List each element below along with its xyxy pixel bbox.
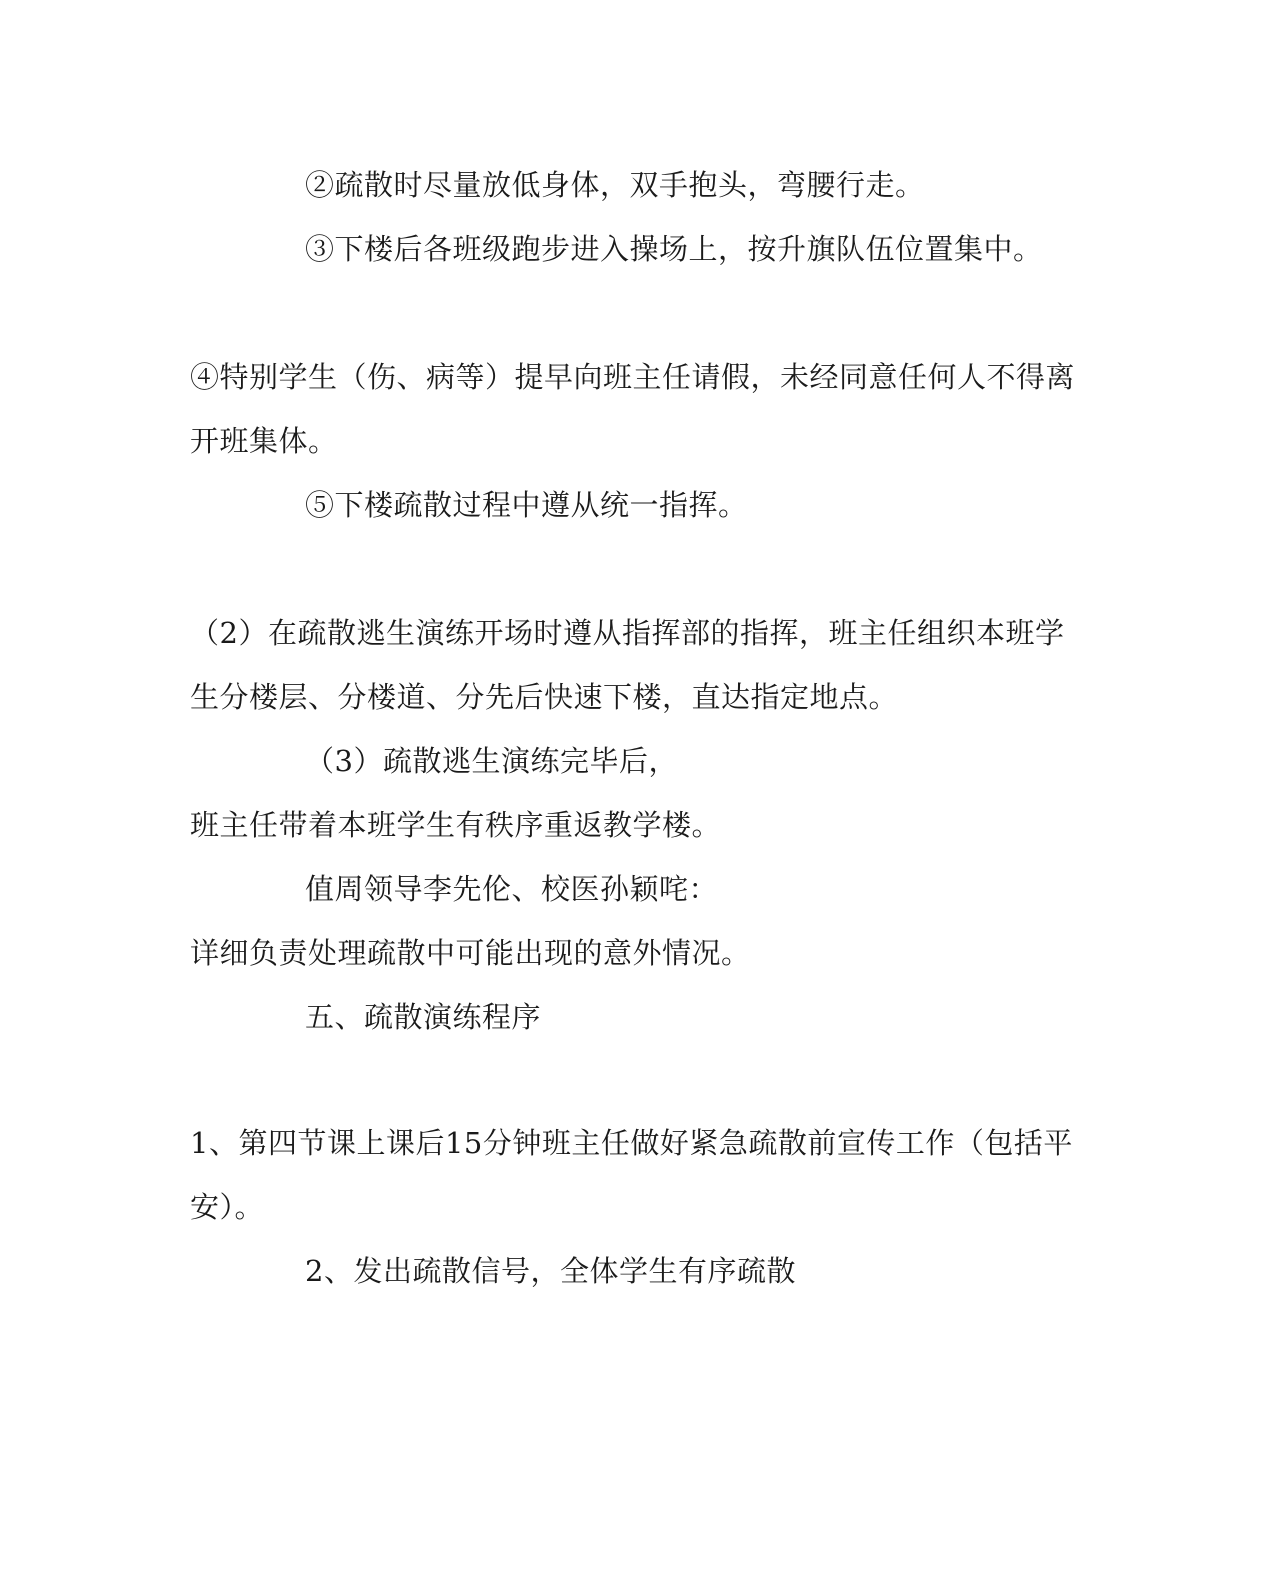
text-line: 1、第四节课上课后15分钟班主任做好紧急疏散前宣传工作（包括平 — [190, 1126, 1073, 1160]
text-line: 2、发出疏散信号，全体学生有序疏散 — [305, 1254, 796, 1288]
text-line: 安）。 — [190, 1190, 265, 1224]
text-line: （2）在疏散逃生演练开场时遵从指挥部的指挥，班主任组织本班学 — [190, 616, 1065, 650]
text-line: 值周领导李先伦、校医孙颖咤： — [305, 872, 719, 906]
text-line: ⑤下楼疏散过程中遵从统一指挥。 — [305, 488, 748, 522]
text-line: 开班集体。 — [190, 424, 338, 458]
text-line: ③下楼后各班级跑步进入操场上，按升旗队伍位置集中。 — [305, 232, 1043, 266]
text-line: （3）疏散逃生演练完毕后， — [305, 744, 678, 778]
text-line: 详细负责处理疏散中可能出现的意外情况。 — [190, 936, 751, 970]
text-line: 生分楼层、分楼道、分先后快速下楼，直达指定地点。 — [190, 680, 899, 714]
text-line: 班主任带着本班学生有秩序重返教学楼。 — [190, 808, 722, 842]
text-line: ④特别学生（伤、病等）提早向班主任请假，未经同意任何人不得离 — [190, 360, 1076, 394]
text-line: ②疏散时尽量放低身体，双手抱头，弯腰行走。 — [305, 168, 925, 202]
section-heading: 五、疏散演练程序 — [305, 1000, 542, 1034]
